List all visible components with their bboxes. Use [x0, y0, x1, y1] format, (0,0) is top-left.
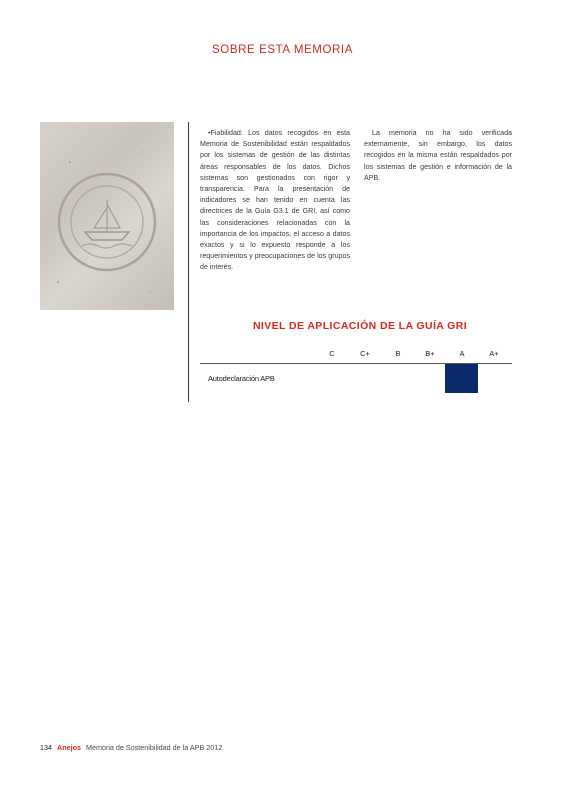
- level-c: C: [329, 349, 335, 358]
- seal-engraving: [40, 122, 174, 310]
- level-c-plus: C+: [360, 349, 370, 358]
- paragraph-verification: La memoria no ha sido verificada externamente, sin embargo, los datos recogidos en la misma están respaldados por los sistemas de gestión e información de la APB.: [364, 129, 512, 182]
- text-column-verification: [364, 128, 512, 184]
- text-column-reliability: [200, 128, 350, 274]
- gri-selected-level-cell: [445, 364, 478, 393]
- level-a-plus: A+: [489, 349, 499, 358]
- gri-row-label: Autodeclaración APB: [208, 374, 275, 383]
- footer-section: Anejos: [57, 743, 81, 752]
- footer-doc-title: Memoria de Sostenibilidad de la APB 2012: [85, 743, 223, 752]
- paragraph-reliability: •Fiabilidad: Los datos recogidos en esta Memoria de Sostenibilidad están respaldados por los sistemas de gestión de las distintas áreas responsables de los datos. Dichos sistemas son gestionados con rigor y transparencia. Para la presentación de indicadores se han tenido en cuenta las directrices de la Guía G3.1 de GRI, así como las consideraciones relacionadas con la importancia de los impactos, el acceso a datos exactos y si lo expuesto responde a los requerimientos y preocupaciones de los grupos de interés.: [200, 129, 350, 272]
- page-number: 134: [40, 743, 52, 752]
- gri-table-title: NIVEL DE APLICACIÓN DE LA GUÍA GRI: [252, 320, 468, 332]
- level-b: B: [395, 349, 401, 358]
- level-a: A: [459, 349, 465, 358]
- level-b-plus: B+: [425, 349, 435, 358]
- page-footer: [40, 743, 222, 752]
- page-title: SOBRE ESTA MEMORIA: [212, 44, 353, 56]
- column-divider: [188, 122, 189, 402]
- stone-seal-photo: [40, 122, 174, 310]
- gri-levels-header: [200, 349, 512, 363]
